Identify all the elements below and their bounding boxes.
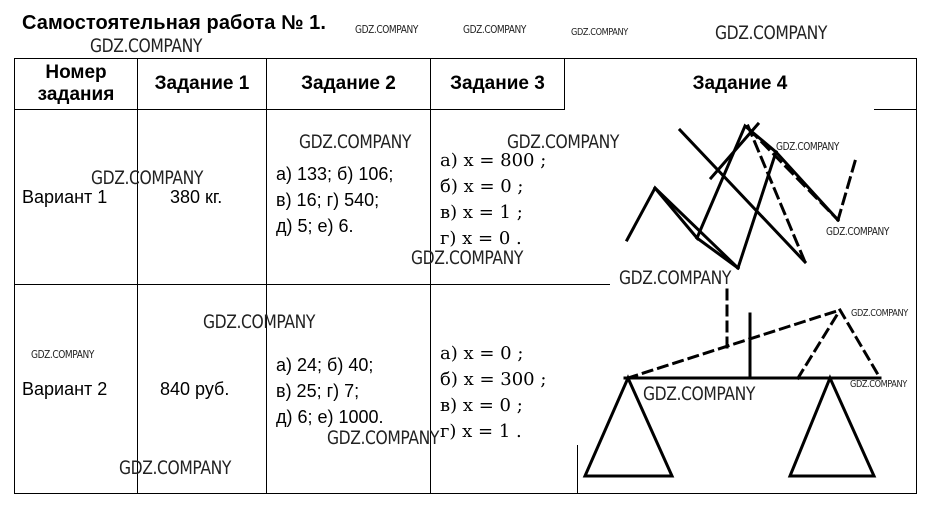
variant-2-task2-line: а) 24; б) 40; xyxy=(276,355,374,375)
header-task4: Задание 4 xyxy=(692,73,788,94)
variant-2-task2-line: д) 6; е) 1000. xyxy=(276,407,384,427)
variant-1-task2-line: д) 5; е) 6. xyxy=(276,216,354,236)
variant-1-task2-line: в) 16; г) 540; xyxy=(276,190,380,210)
watermark: GDZ.COMPANY xyxy=(90,35,203,57)
watermark: GDZ.COMPANY xyxy=(619,267,732,289)
watermark: GDZ.COMPANY xyxy=(715,22,828,44)
variant-2-task3-line: б) x = 300 ; xyxy=(440,369,547,390)
watermark: GDZ.COMPANY xyxy=(203,311,316,333)
watermark: GDZ.COMPANY xyxy=(299,131,412,153)
watermark: GDZ.COMPANY xyxy=(643,383,756,405)
watermark: GDZ.COMPANY xyxy=(463,23,526,36)
variant-1-task3-line: в) x = 1 ; xyxy=(440,202,523,223)
variant-2-task2-line: в) 25; г) 7; xyxy=(276,381,360,401)
page-title: Самостоятельная работа № 1. xyxy=(22,12,327,34)
variant-1-task3-line: г) x = 0 . xyxy=(440,228,522,249)
watermark: GDZ.COMPANY xyxy=(571,27,628,38)
variant-1-label: Вариант 1 xyxy=(22,187,108,207)
variant-2-task1: 840 руб. xyxy=(160,379,230,399)
task4-lower-dashed xyxy=(628,290,880,378)
variant-1-task3-line: б) x = 0 ; xyxy=(440,176,524,197)
variant-2-label: Вариант 2 xyxy=(22,379,108,399)
variant-2-task3-line: г) x = 1 . xyxy=(440,421,522,442)
watermark: GDZ.COMPANY xyxy=(355,23,418,36)
watermark: GDZ.COMPANY xyxy=(31,348,94,361)
header-task2: Задание 2 xyxy=(301,73,396,94)
watermark: GDZ.COMPANY xyxy=(826,225,889,238)
watermark: GDZ.COMPANY xyxy=(411,247,524,269)
watermark: GDZ.COMPANY xyxy=(119,457,232,479)
variant-1-task2-line: а) 133; б) 106; xyxy=(276,164,394,184)
variant-2-task3-line: в) x = 0 ; xyxy=(440,395,523,416)
header-task3: Задание 3 xyxy=(450,73,545,94)
watermark: GDZ.COMPANY xyxy=(850,379,907,390)
header-task-number: Номер задания xyxy=(37,62,115,105)
watermark: GDZ.COMPANY xyxy=(776,140,839,153)
header-task1: Задание 1 xyxy=(154,73,250,94)
variant-2-task3-line: а) x = 0 ; xyxy=(440,343,524,364)
variant-1-task1: 380 кг. xyxy=(170,187,223,207)
watermark: GDZ.COMPANY xyxy=(327,427,440,449)
watermark: GDZ.COMPANY xyxy=(507,131,620,153)
variant-1-task3-line: а) x = 800 ; xyxy=(440,150,547,171)
watermark: GDZ.COMPANY xyxy=(91,167,204,189)
watermark: GDZ.COMPANY xyxy=(851,308,908,319)
